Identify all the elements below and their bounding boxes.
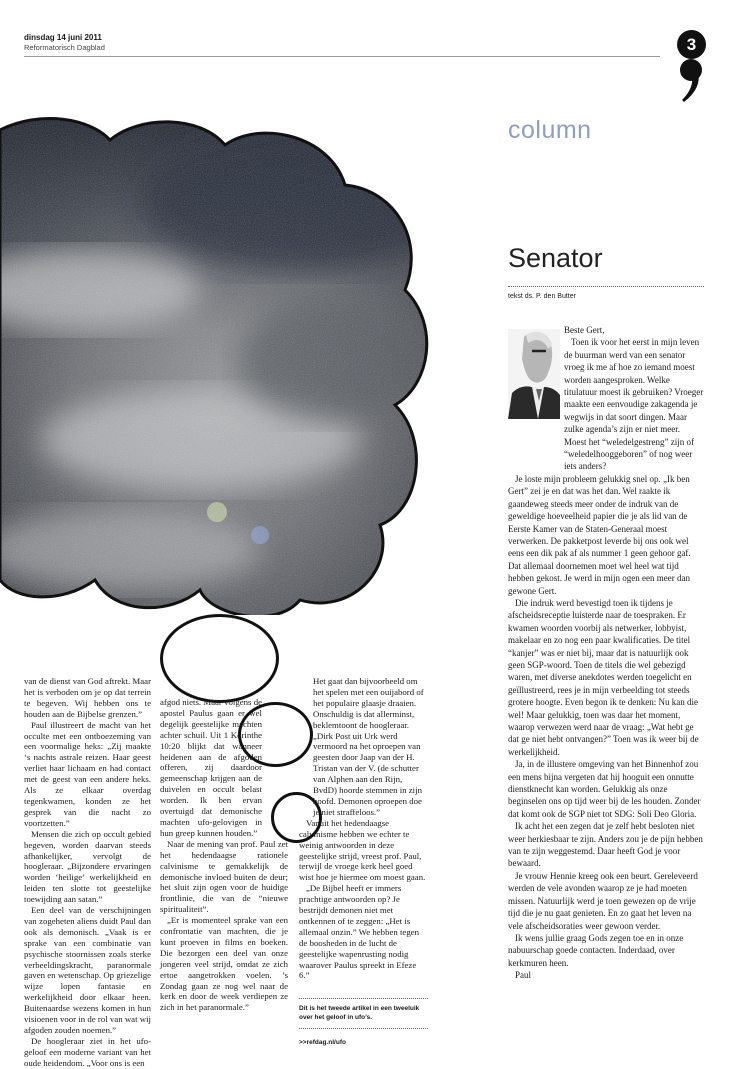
article-paragraph: Vanuit het hedendaagse calvinisme hebben we echter te weinig antwoorden in deze geestelijke strijd, vreest prof. Paul, terwijl de vroege kerk heel goed wist hoe je hiermee om moest gaan. xyxy=(299,817,426,883)
letter-paragraph: Je vrouw Hennie kreeg ook een beurt. Gereleveerd werden de vele avonden waarop ze je had moeten missen. Natuurlijk werd je toen gewezen op de vrije tijd die je nu gaat genieten. En zo gaat het leven na vele afscheidsoraties weer gewoon verder. xyxy=(508,870,698,931)
section-label: column xyxy=(508,116,592,144)
header-date: dinsdag 14 juni 2011 xyxy=(24,33,102,42)
article-paragraph: Naar de mening van prof. Paul zet het hedendaagse rationele calvinisme te gemakkelijk de demonische invloed buiten de deur; het sluit zijn ogen voor de huidige frontlinie, die van de “nieuwe spiritualiteit”. xyxy=(160,838,288,915)
article-paragraph: Het gaat dan bijvoorbeeld om het spelen met een ouijabord of het populaire glaasje draaien. Onschuldig is dat allerminst, beklemtoont de hoogleraar. „Dirk Post uit Urk werd vermoord na het oproepen van geesten door Jaap van der H. Tristan van der V. (de schutter van Alphen aan den Rijn, BvdD) hoorde stemmen in zijn hoofd. Demonen oproepen doe je niet straffeloos.” xyxy=(313,676,424,817)
article-paragraph: van de dienst van God aftrekt. Maar het is verboden om je op dat terrein te begeven. Wij hebben ons te houden aan de Bijbelse grenzen.” xyxy=(24,676,151,719)
letter-paragraph: Ja, in de illustere omgeving van het Binnenhof zou een mens bijna vergeten dat hij hooguit een onnutte dienstknecht kan worden. Gelukkig als onze beginselen ons op tijd weer bij de les houden. Zonder dat komt ook de SGP niet tot SDG: Soli Deo Gloria. xyxy=(508,759,701,819)
thought-cloud-image xyxy=(0,110,430,615)
header-rule xyxy=(24,56,660,57)
article-paragraph: Een deel van de verschijningen van zogeheten aliens duidt Paul dan ook als demonisch. „Vaak is er sprake van een combinatie van psychische stoornissen zoals sterke verbeeldingskracht, paranormale gaven en wetenschap. Op griezelige wijze lopen fantasie en werkelijkheid door elkaar heen. Buitenaardse wezens komen in hun visioenen voor in de rol van wat wij afgoden zouden noemen.” xyxy=(24,905,151,1035)
comma-logo-icon xyxy=(678,58,704,104)
article-paragraph: Mensen die zich op occult gebied begeven, worden daarvan steeds afhankelijker, vervolgt de hoogleraar. „Bijzondere ervaringen worden ‘heilige’ werkelijkheid en leiden ten slotte tot geestelijke toewijding aan satan.” xyxy=(24,828,151,905)
letter-greeting: Beste Gert, xyxy=(564,325,605,335)
byline: tekst ds. P. den Butter xyxy=(508,293,576,300)
letter-signature: Paul xyxy=(515,970,532,981)
article-title: Senator xyxy=(508,243,603,273)
series-notice: Dit is het tweede artikel in een tweeluik over het geloof in ufo’s. xyxy=(299,1005,420,1021)
notice-divider-top xyxy=(299,998,428,999)
article-paragraph: Paul illustreert de macht van het occulte met een ontboezeming van een voormalige heks: „Zij maakte ‘s nachts astrale reizen. Haar geest verliet haar lichaam en had contact met de geest van een andere heks. Als ze elkaar overdag tegenkwamen, konden ze het gesprek van die nacht zo voortzetten.” xyxy=(24,719,151,828)
article-paragraph: afgod niets. Maar volgens de apostel Paulus gaan er wel degelijk geestelijke machten achter schuil. Uit 1 Korinthe 10:20 blijkt dat wanneer heidenen aan de afgoden offeren, zij daardoor gemeenschap krijgen aan de duivelen en occult belast worden. Ik ben ervan overtuigd dat demonische machten ufo-gelovigen in hun greep kunnen houden.” xyxy=(160,697,262,838)
title-divider xyxy=(508,286,704,287)
letter-paragraph: Die indruk werd bevestigd toen ik tijdens je afscheidsreceptie luisterde naar de toespraken. Er kwamen woorden voorbij als netwerker, lobbyist, makelaar en zo nog een paar kwalificaties. De titel “kanjer” was er niet bij, maar dat is natuurlijk ook geen SGP-woord. Toen de titels die wel gebezigd waren, met diverse anekdotes werden toegelicht en geïllustreerd, rees je in mijn verbeelding tot steeds grotere hoogte. Even begon ik te denken: Nu kan die wel! Maar gelukkig, toen was daar het moment, waarop verwezen werd naar de vraag: „Wat hebt ge dat ge niet hebt ontvangen?” Toen was ik weer bij de werkelijkheid. xyxy=(508,597,699,757)
web-link[interactable]: >>refdag.nl/ufo xyxy=(299,1039,346,1046)
article-column-3 xyxy=(299,676,428,981)
article-paragraph: De hoogleraar ziet in het ufo-geloof een moderne variant van het oude heidendom. „Voor ons is een xyxy=(24,1035,151,1068)
thought-bubble-large xyxy=(160,614,279,703)
letter-paragraph: Ik wens jullie graag Gods zegen toe en in onze nabuurschap goede contacten. Inderdaad, over kerkmuren heen. xyxy=(508,932,684,968)
notice-divider-bottom xyxy=(299,1028,428,1029)
letter-paragraph: Ik acht het een zegen dat je zelf hebt besloten niet weer herkiesbaar te zijn. Anders zou je de pijn hebben van te zijn weggestemd. Daar heeft God je voor bewaard. xyxy=(508,821,703,869)
page-number: 3 xyxy=(677,30,706,59)
article-paragraph: „Er is momenteel sprake van een confrontatie van machten, die je kunt proeven in films en boeken. Die bezorgen een deel van onze jongeren veel strijd, omdat ze zich ertoe aangetrokken voelen. ’s Zondag gaan ze nog wel naar de kerk en door de week verdiepen ze zich in het paranormale.” xyxy=(160,915,288,1013)
letter-paragraph: Toen ik voor het eerst in mijn leven de buurman werd van een senator vroeg ik me af hoe zo iemand moest worden aangesproken. Welke titulatuur moest ik gebruiken? Vroeger maakte een eenvoudige zakagenda je wegwijs in dat soort dingen. Maar zulke agenda’s zijn er niet meer. Moest het “weledelgestreng” zijn of “weledelhooggeboren” of nog weer iets anders? xyxy=(564,337,704,472)
article-paragraph: „De Bijbel heeft er immers prachtige antwoorden op? Je bestrijdt demonen niet met ontkennen of te zeggen: „Het is allemaal onzin.” We hebben tegen de boosheden in de lucht de geestelijke wapenrusting nodig waarover Paulus spreekt in Efeze 6.” xyxy=(299,883,420,981)
article-column-1 xyxy=(24,676,151,1069)
letter-column xyxy=(508,324,704,982)
letter-paragraph: Je loste mijn probleem gelukkig snel op. „Ik ben Gert” zei je en dat was het dan. Wel raakte ik gaandeweg steeds meer onder de indruk van de geweldige hoeveelheid papier die je als lid van de Eerste Kamer van de Staten-Generaal moest verwerken. De pakketpost leverde bij ons ook wel eens een dik pak af als nummer 1 geen gehoor gaf. Dat allemaal doornemen moet wel heel wat tijd hebben gekost. Je werd in mijn ogen een meer dan gewone Gert. xyxy=(508,473,691,596)
article-column-2 xyxy=(160,697,288,1013)
header-paper-name: Reformatorisch Dagblad xyxy=(24,43,105,52)
